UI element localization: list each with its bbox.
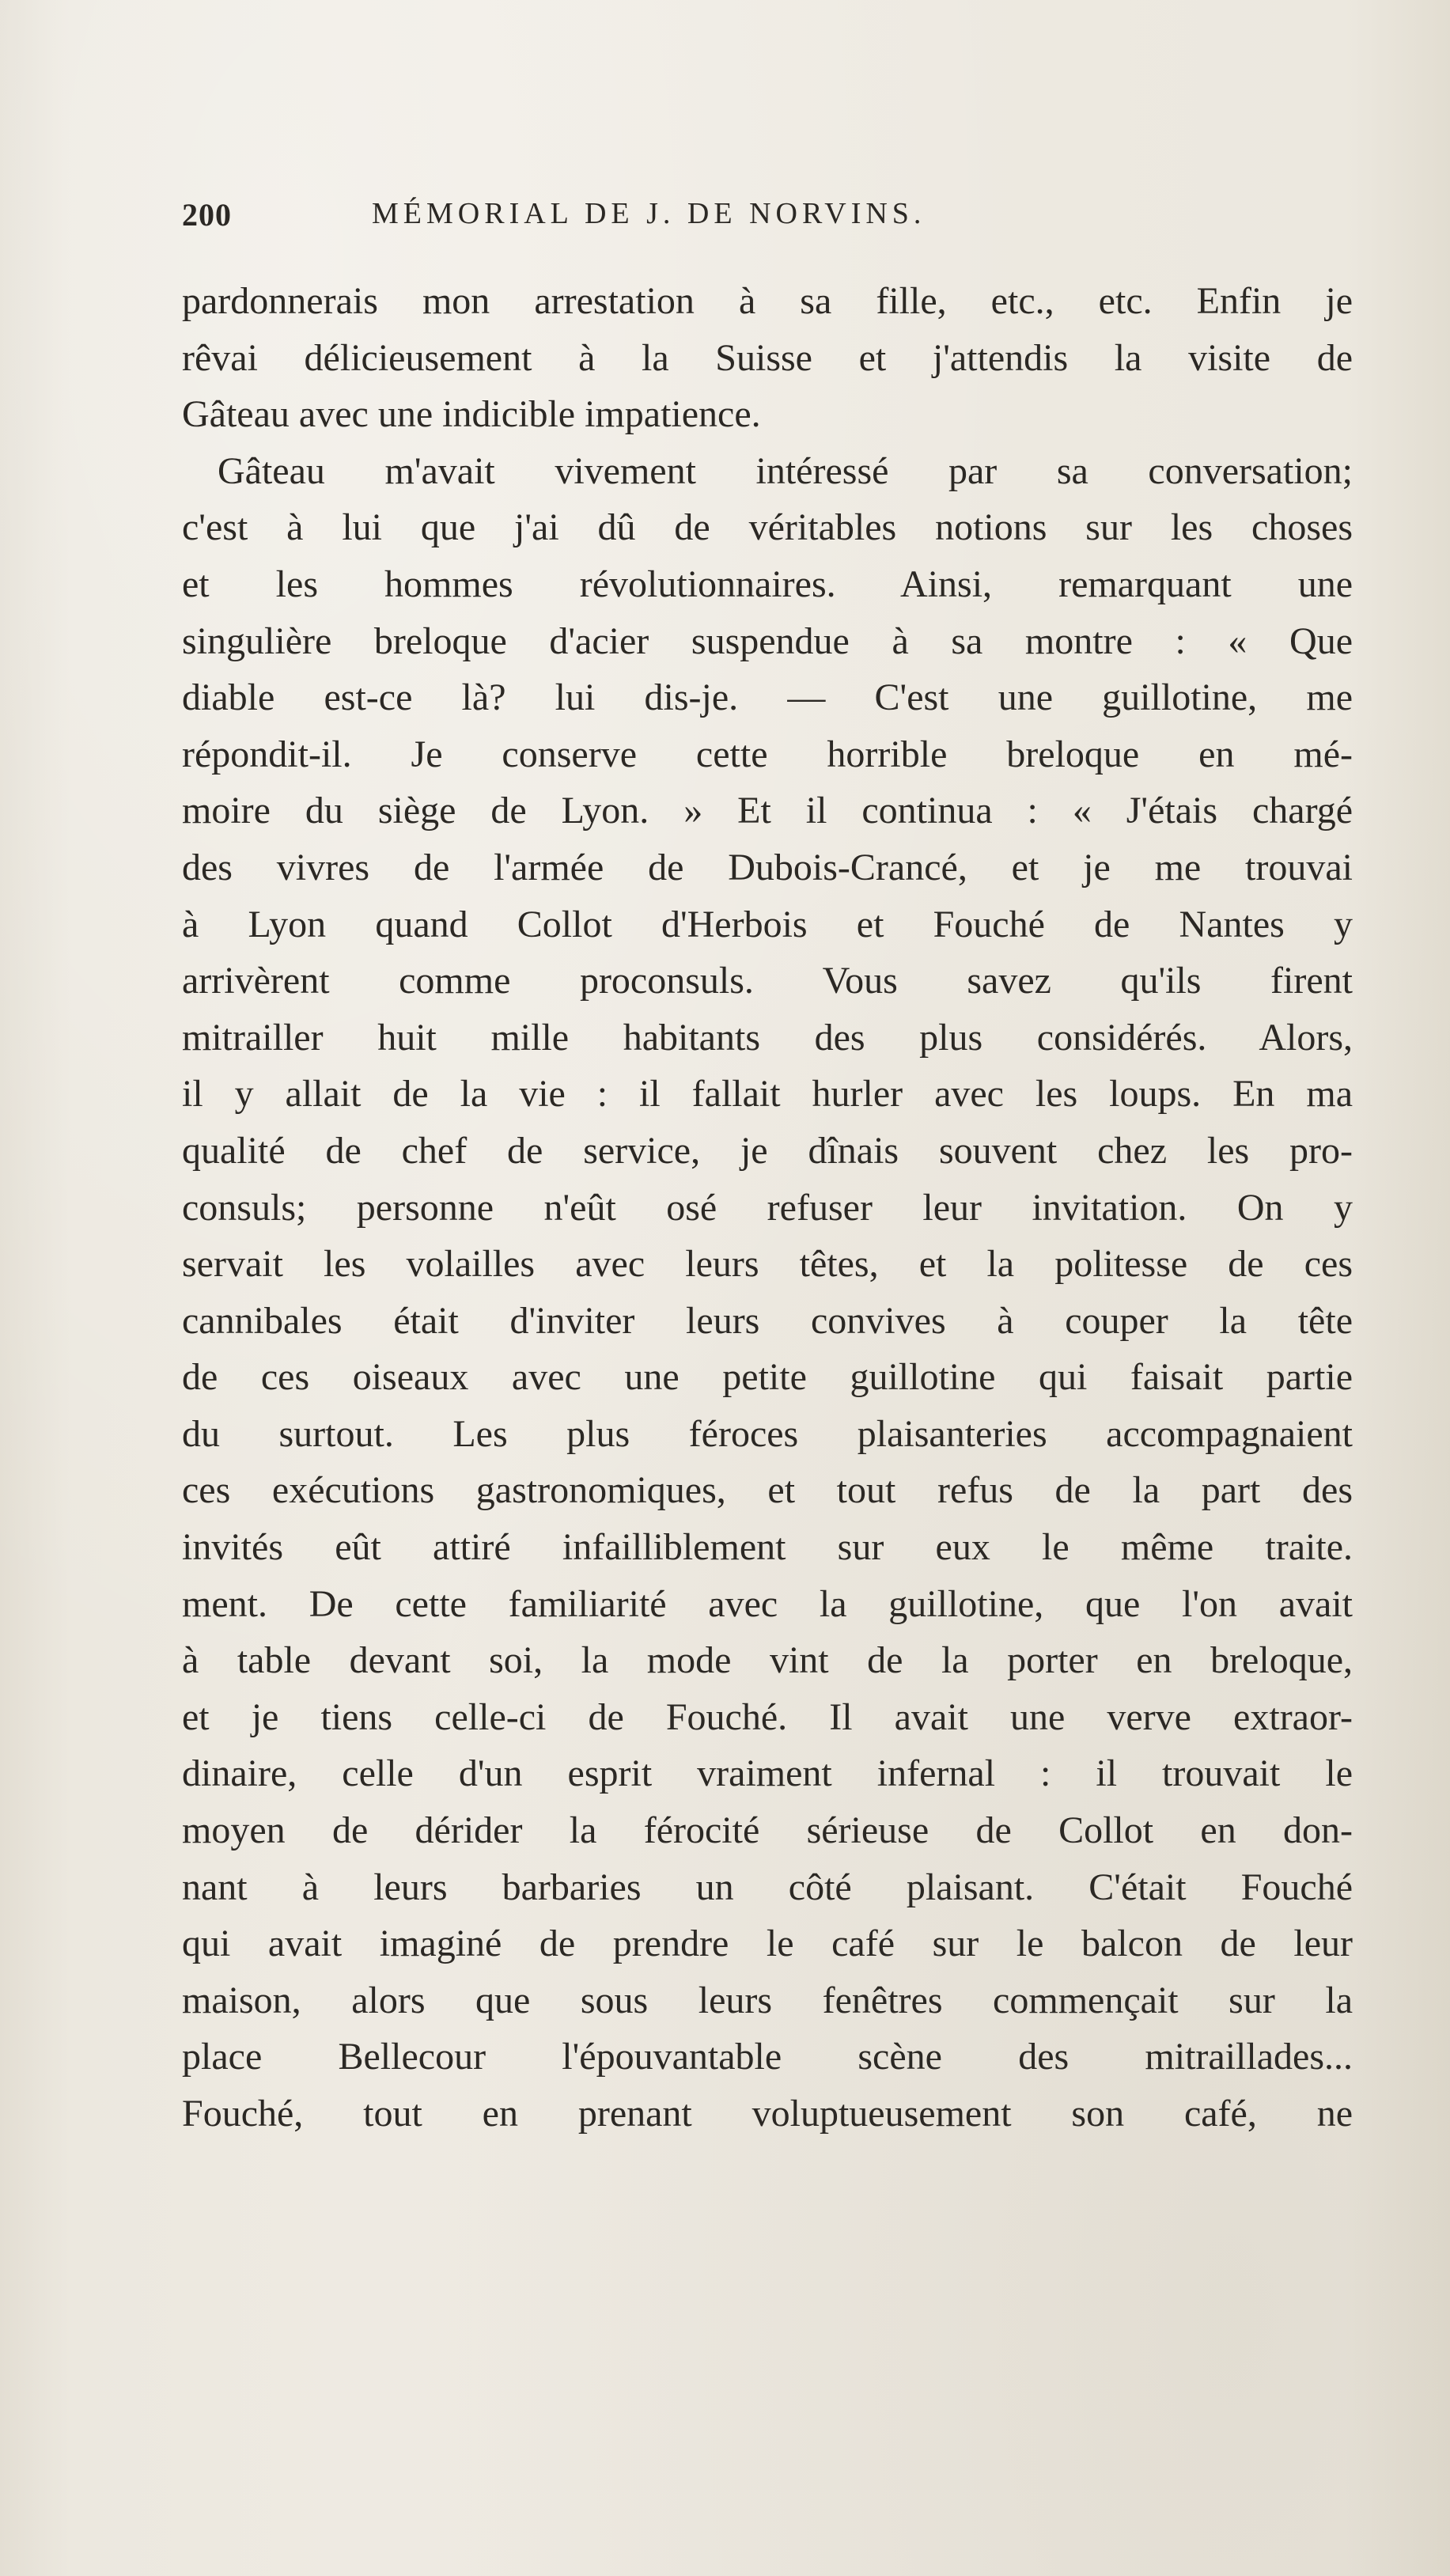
body-text xyxy=(182,273,1353,2142)
text-line: mitrailler huit mille habitants des plus considérés. Alors, xyxy=(182,1016,1353,1059)
text-line: invités eût attiré infailliblement sur eux le même traite. xyxy=(182,1526,1353,1569)
page-header xyxy=(182,196,1353,244)
text-line: pardonnerais mon arrestation à sa fille, etc., etc. Enfin je xyxy=(182,280,1353,322)
text-line: c'est à lui que j'ai dû de véritables notions sur les choses xyxy=(182,506,1353,549)
text-line: des vivres de l'armée de Dubois-Crancé, et je me trouvai xyxy=(182,846,1353,888)
text-line: à table devant soi, la mode vint de la porter en breloque, xyxy=(182,1639,1353,1682)
text-line: de ces oiseaux avec une petite guillotine qui faisait partie xyxy=(182,1356,1353,1399)
text-line: singulière breloque d'acier suspendue à sa montre : « Que xyxy=(182,619,1353,662)
text-line: moire du siège de Lyon. » Et il continua : « J'étais chargé xyxy=(182,790,1353,832)
text-line: Gâteau m'avait vivement intéressé par sa conversation; xyxy=(218,449,1353,492)
text-line: du surtout. Les plus féroces plaisanteries accompagnaient xyxy=(182,1412,1353,1455)
text-line: Gâteau avec une indicible impatience. xyxy=(182,393,761,436)
text-line: servait les volailles avec leurs têtes, et la politesse de ces xyxy=(182,1243,1353,1286)
text-line: place Bellecour l'épouvantable scène des mitraillades... xyxy=(182,2036,1353,2078)
text-line: il y allait de la vie : il fallait hurler avec les loups. En ma xyxy=(182,1073,1353,1116)
text-line: cannibales était d'inviter leurs convives à couper la tête xyxy=(182,1299,1353,1342)
text-line: consuls; personne n'eût osé refuser leur invitation. On y xyxy=(182,1186,1353,1229)
text-line: ces exécutions gastronomiques, et tout refus de la part des xyxy=(182,1469,1353,1512)
text-line: diable est-ce là? lui dis-je. — C'est une guillotine, me xyxy=(182,676,1353,719)
text-line: qualité de chef de service, je dînais souvent chez les pro- xyxy=(182,1129,1353,1172)
page-number: 200 xyxy=(182,197,232,233)
text-line: moyen de dérider la férocité sérieuse de Collot en don- xyxy=(182,1809,1353,1852)
text-line: arrivèrent comme proconsuls. Vous savez qu'ils firent xyxy=(182,960,1353,1002)
text-line: Fouché, tout en prenant voluptueusement son café, ne xyxy=(182,2093,1353,2135)
text-line: et les hommes révolutionnaires. Ainsi, remarquant une xyxy=(182,563,1353,605)
running-title: MÉMORIAL DE J. DE NORVINS. xyxy=(372,197,926,230)
text-line: et je tiens celle-ci de Fouché. Il avait une verve extraor- xyxy=(182,1695,1353,1738)
text-line: rêvai délicieusement à la Suisse et j'attendis la visite de xyxy=(182,336,1353,379)
text-line: ment. De cette familiarité avec la guillotine, que l'on avait xyxy=(182,1582,1353,1625)
text-line: qui avait imaginé de prendre le café sur le balcon de leur xyxy=(182,1923,1353,1965)
text-line: nant à leurs barbaries un côté plaisant. C'était Fouché xyxy=(182,1866,1353,1908)
text-line: à Lyon quand Collot d'Herbois et Fouché de Nantes y xyxy=(182,903,1353,945)
text-line: répondit-il. Je conserve cette horrible breloque en mé- xyxy=(182,733,1353,775)
text-line: dinaire, celle d'un esprit vraiment infernal : il trouvait le xyxy=(182,1752,1353,1795)
text-line: maison, alors que sous leurs fenêtres commençait sur la xyxy=(182,1979,1353,2021)
